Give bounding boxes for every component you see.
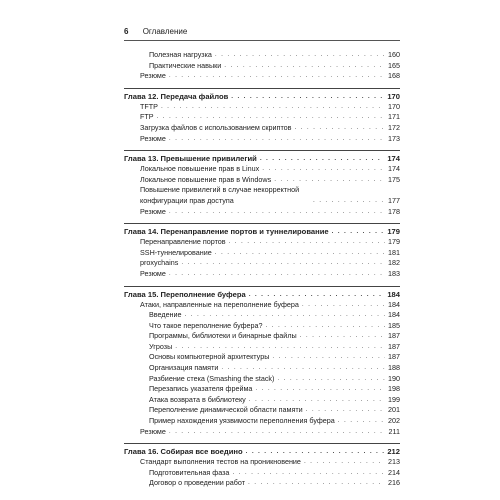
toc-entry-page: 202 (388, 416, 400, 426)
toc-section-entry (124, 102, 400, 113)
dot-leader (157, 112, 385, 123)
toc-section-entry (124, 71, 400, 82)
toc-entry-title: Резюме (140, 133, 166, 143)
toc-entry-page: 179 (387, 227, 400, 237)
toc-section-entry (124, 374, 400, 385)
dot-leader (272, 352, 385, 363)
dot-leader (274, 175, 385, 186)
toc-entry-title: Подготовительная фаза (149, 467, 230, 477)
toc-section-entry (124, 258, 400, 269)
toc-entry-page: 173 (388, 133, 400, 143)
toc-entry-title: Атака возврата в библиотеку (149, 394, 246, 404)
toc-entry-title: Переполнение динамической области памяти (149, 405, 303, 415)
dot-leader (332, 226, 385, 237)
toc-entry-page: 168 (388, 71, 400, 81)
toc-entry-title: Глава 13. Превышение привилегий (124, 154, 257, 164)
dot-leader (313, 196, 385, 207)
toc-entry-page: 184 (388, 310, 400, 320)
toc-section-entry (124, 405, 400, 416)
toc-entry-title: Договор о проведении работ (149, 478, 246, 488)
toc-section-entry (124, 384, 400, 395)
toc-section-entry (124, 134, 400, 145)
toc-entry-title: Введение (149, 310, 182, 320)
toc-entry-title: Атаки, направленные на переполнение буфера (140, 299, 299, 309)
toc-section-entry (124, 164, 400, 175)
dot-leader (185, 310, 385, 321)
toc-entry-title: Угрозы (149, 341, 173, 351)
dot-leader (231, 91, 384, 102)
toc-entry-page: 190 (388, 373, 400, 383)
toc-entry-page: 198 (388, 384, 400, 394)
toc-entry-title: Что такое переполнение буфера? (149, 320, 263, 330)
toc-chapter-entry (124, 443, 400, 457)
toc-section-entry (124, 112, 400, 123)
dot-leader (302, 300, 385, 311)
page-number: 6 (124, 27, 129, 36)
dot-leader (232, 468, 385, 479)
toc-entry-page: 213 (388, 457, 400, 467)
dot-leader (294, 123, 385, 134)
toc-entry-title: Глава 12. Передача файлов (124, 91, 229, 101)
toc-entry-title: Перезапись указателя фрейма (149, 384, 253, 394)
toc-entry-title: Пример нахождения уязвимости переполнения буфера (149, 416, 335, 426)
toc-entry-page: 211 (388, 426, 400, 436)
dot-leader (300, 331, 385, 342)
toc-entry-page: 170 (387, 91, 400, 101)
toc-section-entry (124, 478, 400, 489)
dot-leader (249, 289, 385, 300)
toc-entry-page: 199 (388, 394, 400, 404)
toc-section-entry (124, 207, 400, 218)
toc-entry-page: 177 (388, 195, 400, 205)
toc-entry-title: Стандарт выполнения тестов на проникновение (140, 457, 301, 467)
toc-section-entry (124, 342, 400, 353)
toc-entry-page: 174 (388, 164, 400, 174)
toc-entry-page: 160 (388, 50, 400, 59)
toc-entry-title: Глава 16. Собирая все воедино (124, 447, 243, 457)
dot-leader (169, 207, 385, 218)
dot-leader (215, 248, 385, 259)
toc-entry-title: Загрузка файлов с использованием скриптов (140, 122, 292, 132)
toc-chapter-entry (124, 150, 400, 164)
toc-section-entry (124, 468, 400, 479)
toc-entry-page: 187 (388, 331, 400, 341)
dot-leader (215, 50, 385, 61)
dot-leader (260, 153, 384, 164)
dot-leader (249, 395, 385, 406)
toc-entry-title: Локальное повышение прав в Linux (140, 164, 260, 174)
dot-leader (169, 427, 386, 438)
page-header (124, 26, 400, 41)
toc-entry-title: Организация памяти (149, 363, 219, 373)
toc-entry-page: 170 (388, 101, 400, 111)
toc-section-entry (124, 321, 400, 332)
toc-entry-title: Резюме (140, 71, 166, 81)
toc-entry-page: 182 (388, 258, 400, 268)
toc-entry-title: Основы компьютерной архитектуры (149, 352, 270, 362)
toc-entry-title: Резюме (140, 268, 166, 278)
toc-entry-page: 184 (387, 289, 400, 299)
toc-entry-title: TFTP (140, 101, 158, 111)
toc-section-entry (124, 185, 400, 206)
table-of-contents (124, 50, 400, 489)
toc-entry-page: 183 (388, 268, 400, 278)
toc-section-entry (124, 123, 400, 134)
toc-entry-page: 201 (388, 405, 400, 415)
toc-section-entry (124, 457, 400, 468)
dot-leader (248, 478, 385, 489)
toc-section-entry (124, 175, 400, 186)
toc-entry-page: 175 (388, 174, 400, 184)
toc-entry-title: Глава 14. Перенаправление портов и туннелирование (124, 227, 329, 237)
toc-section-entry (124, 352, 400, 363)
toc-entry-page: 181 (388, 247, 400, 257)
dot-leader (246, 446, 385, 457)
dot-leader (169, 269, 385, 280)
toc-section-entry (124, 395, 400, 406)
toc-section-entry (124, 237, 400, 248)
toc-section-entry (124, 331, 400, 342)
toc-section-entry (124, 61, 400, 72)
dot-leader (221, 363, 385, 374)
toc-entry-title: Перенаправление портов (140, 237, 226, 247)
toc-entry-title: FTP (140, 112, 154, 122)
toc-section-entry (124, 50, 400, 61)
dot-leader (277, 374, 385, 385)
toc-entry-page: 178 (388, 206, 400, 216)
toc-section-entry (124, 416, 400, 427)
toc-section-entry (124, 300, 400, 311)
toc-entry-page: 185 (388, 320, 400, 330)
toc-entry-page: 179 (388, 237, 400, 247)
toc-entry-title: Резюме (140, 206, 166, 216)
toc-entry-page: 216 (388, 478, 400, 488)
toc-section-entry (124, 363, 400, 374)
toc-entry-page: 174 (387, 154, 400, 164)
toc-chapter-entry (124, 88, 400, 102)
toc-entry-title: Глава 15. Переполнение буфера (124, 289, 246, 299)
toc-entry-title: Резюме (140, 426, 166, 436)
toc-entry-title: Полезная нагрузка (149, 50, 212, 59)
toc-entry-page: 214 (388, 467, 400, 477)
running-title: Оглавление (142, 27, 188, 36)
toc-entry-page: 171 (388, 112, 400, 122)
toc-entry-title: Разбиение стека (Smashing the stack) (149, 373, 275, 383)
dot-leader (161, 102, 385, 113)
dot-leader (229, 237, 385, 248)
toc-chapter-entry (124, 286, 400, 300)
toc-section-entry (124, 310, 400, 321)
toc-section-entry (124, 269, 400, 280)
toc-entry-page: 187 (388, 352, 400, 362)
dot-leader (338, 416, 385, 427)
toc-entry-page: 212 (387, 447, 400, 457)
toc-entry-title: Программы, библиотеки и бинарные файлы (149, 331, 297, 341)
toc-section-entry (124, 248, 400, 259)
dot-leader (255, 384, 385, 395)
toc-entry-page: 187 (388, 341, 400, 351)
toc-chapter-entry (124, 223, 400, 237)
dot-leader (266, 321, 385, 332)
toc-entry-title: Практические навыки (149, 60, 222, 70)
dot-leader (169, 134, 385, 145)
toc-entry-page: 184 (388, 299, 400, 309)
toc-section-entry (124, 427, 400, 438)
toc-entry-page: 172 (388, 122, 400, 132)
dot-leader (306, 405, 385, 416)
toc-entry-page: 188 (388, 363, 400, 373)
toc-entry-title: Повышение привилегий в случае некорректной конфигурации прав доступа (140, 185, 300, 205)
dot-leader (181, 258, 385, 269)
toc-entry-page: 165 (388, 60, 400, 70)
dot-leader (304, 457, 385, 468)
toc-entry-title: proxychains (140, 258, 179, 268)
dot-leader (262, 164, 385, 175)
dot-leader (224, 61, 385, 72)
toc-entry-title: Локальное повышение прав в Windows (140, 174, 272, 184)
dot-leader (175, 342, 385, 353)
toc-entry-title: SSH-туннелирование (140, 247, 212, 257)
dot-leader (169, 71, 385, 82)
